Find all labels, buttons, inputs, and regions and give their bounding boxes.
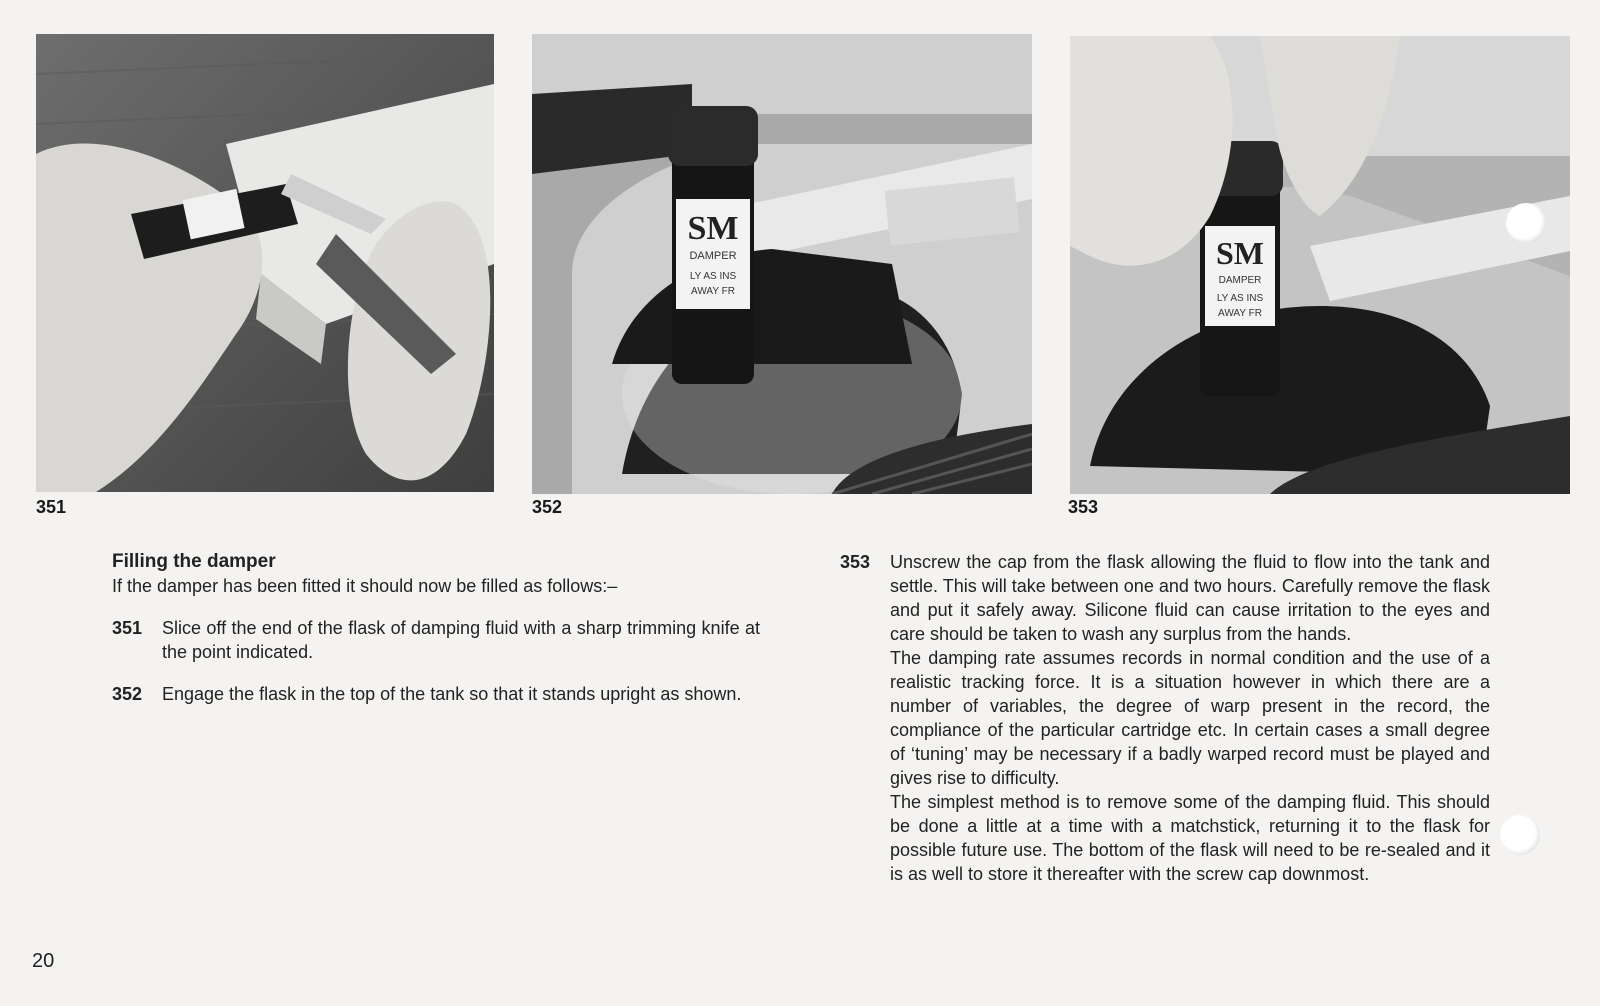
flask-label-line3-352: AWAY FR [691, 286, 735, 297]
punch-hole-top [1506, 203, 1546, 243]
page-number: 20 [32, 950, 55, 972]
figure-number-351: 351 [36, 497, 67, 517]
step-353-paragraph-1: Unscrew the cap from the flask allowing the fluid to flow into the tank and settle. This will take between one and two hours. Carefully remove the flask and put it safely away. Silicone fluid can cause irritation to the eyes and care should be taken to wash any surplus from the hands. [890, 552, 1490, 644]
photo-353 [1070, 36, 1570, 494]
flask-brand-353: SM [1216, 235, 1264, 271]
intro-text: If the damper has been fitted it should now be filled as follows:– [112, 576, 618, 596]
step-353-paragraph-3: The simplest method is to remove some of the damping fluid. This should be done a little at a time with a matchstick, returning it to the flask for possible future use. The bottom of the flask will need to be re-sealed and it is as well to store it thereafter with the screw cap downmost. [890, 792, 1490, 884]
flask-label-line2-352: LY AS INS [689, 271, 737, 282]
flask-label-line2-353: LY AS INS [1216, 293, 1264, 304]
photo-351-image [36, 34, 494, 492]
left-text-column [112, 550, 760, 706]
right-text-column [840, 550, 1490, 886]
photo-353-image [1070, 36, 1570, 494]
figure-number-353: 353 [1068, 497, 1099, 517]
photo-352 [532, 34, 1032, 494]
photo-351 [36, 34, 494, 492]
step-353-paragraph-2: The damping rate assumes records in normal condition and the use of a realistic tracking force. It is a situation however in which there are a number of variables, the degree of warp present in the record, the compliance of the particular cartridge etc. In certain cases a small degree of ‘tuning’ may be necessary if a badly warped record must be played and gives rise to difficulty. [890, 648, 1490, 788]
punch-hole-bottom [1500, 815, 1540, 855]
step-number-352: 352 [112, 684, 143, 704]
step-351 [112, 616, 760, 664]
step-number-353: 353 [840, 552, 871, 572]
step-353 [840, 550, 1490, 886]
step-number-351: 351 [112, 618, 143, 638]
step-text-351: Slice off the end of the flask of damping fluid with a sharp trimming knife at the point indicated. [162, 618, 760, 662]
step-text-352: Engage the flask in the top of the tank so that it stands upright as shown. [162, 684, 742, 704]
photo-352-image [532, 34, 1032, 494]
section-heading: Filling the damper [112, 551, 276, 572]
figure-number-352: 352 [532, 497, 563, 517]
step-352 [112, 682, 760, 706]
flask-label-line1-352: DAMPER [689, 250, 737, 262]
step-353-body [890, 550, 1490, 886]
flask-label-line3-353: AWAY FR [1218, 308, 1262, 319]
flask-label-line1-353: DAMPER [1218, 275, 1262, 286]
flask-brand-352: SM [687, 210, 739, 247]
